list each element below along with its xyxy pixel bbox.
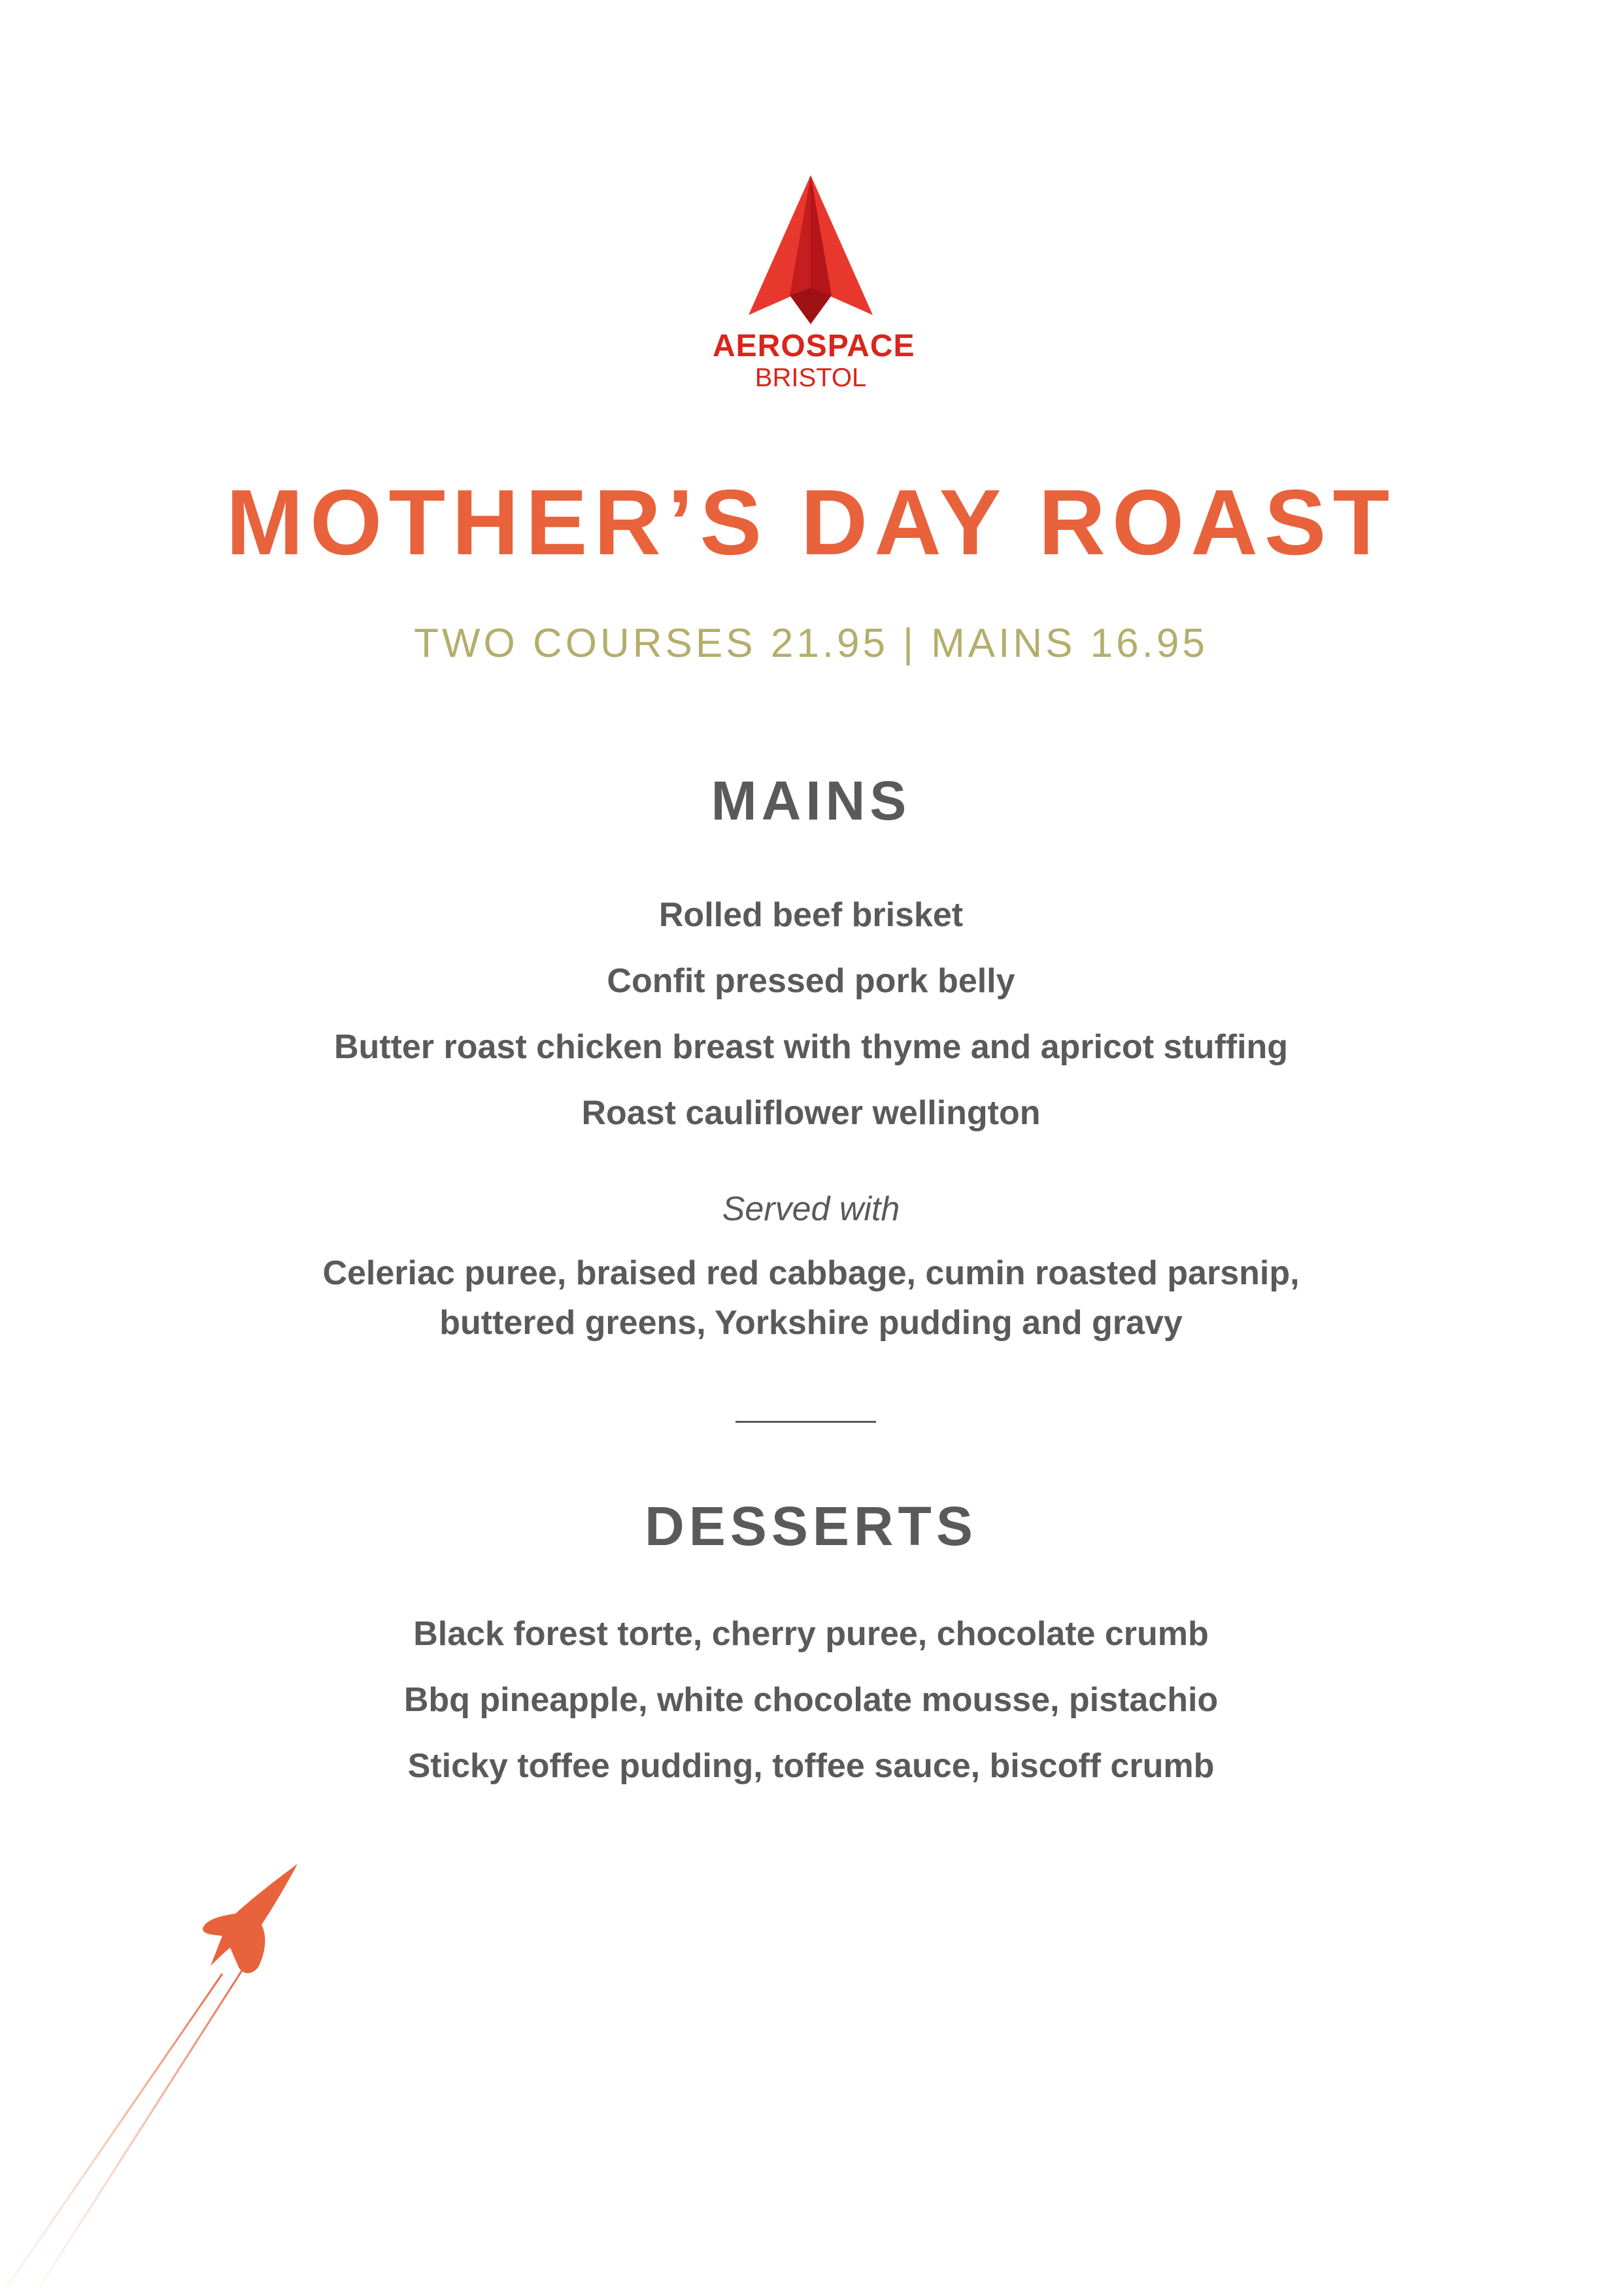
dessert-item: Bbq pineapple, white chocolate mousse, pistachio (403, 1681, 1219, 1719)
desserts-heading: DESSERTS (645, 1495, 977, 1557)
sides-line: buttered greens, Yorkshire pudding and gravy (439, 1304, 1183, 1342)
sides-line: Celeriac puree, braised red cabbage, cumin roasted parsnip, (322, 1254, 1300, 1292)
mains-list (0, 882, 1622, 1146)
section-divider (735, 1421, 876, 1423)
paper-plane-logo-icon (713, 171, 909, 328)
menu-title: MOTHER’S DAY ROAST (226, 471, 1396, 574)
pricing-line (0, 618, 1622, 670)
mains-item: Confit pressed pork belly (607, 962, 1015, 1000)
logo-text-aerospace: AEROSPACE (713, 329, 915, 363)
served-with-label: Served with (722, 1190, 900, 1228)
concorde-rocket-icon (0, 1856, 314, 2293)
dessert-item: Sticky toffee pudding, toffee sauce, biscoff crumb (407, 1747, 1215, 1785)
mains-item: Rolled beef brisket (658, 896, 964, 934)
logo-text-bristol: BRISTOL (754, 363, 867, 392)
sides-description (0, 1248, 1622, 1348)
price-two-courses: TWO COURSES 21.95 (414, 621, 888, 666)
dessert-item: Black forest torte, cherry puree, chocolate crumb (413, 1615, 1209, 1653)
desserts-list (0, 1601, 1622, 1799)
aerospace-bristol-logo (713, 171, 915, 393)
mains-heading: MAINS (711, 770, 911, 831)
price-mains: MAINS 16.95 (931, 621, 1208, 666)
price-separator: | (902, 621, 917, 666)
mains-item: Butter roast chicken breast with thyme and apricot stuffing (333, 1028, 1289, 1066)
mains-item: Roast cauliflower wellington (581, 1094, 1041, 1132)
